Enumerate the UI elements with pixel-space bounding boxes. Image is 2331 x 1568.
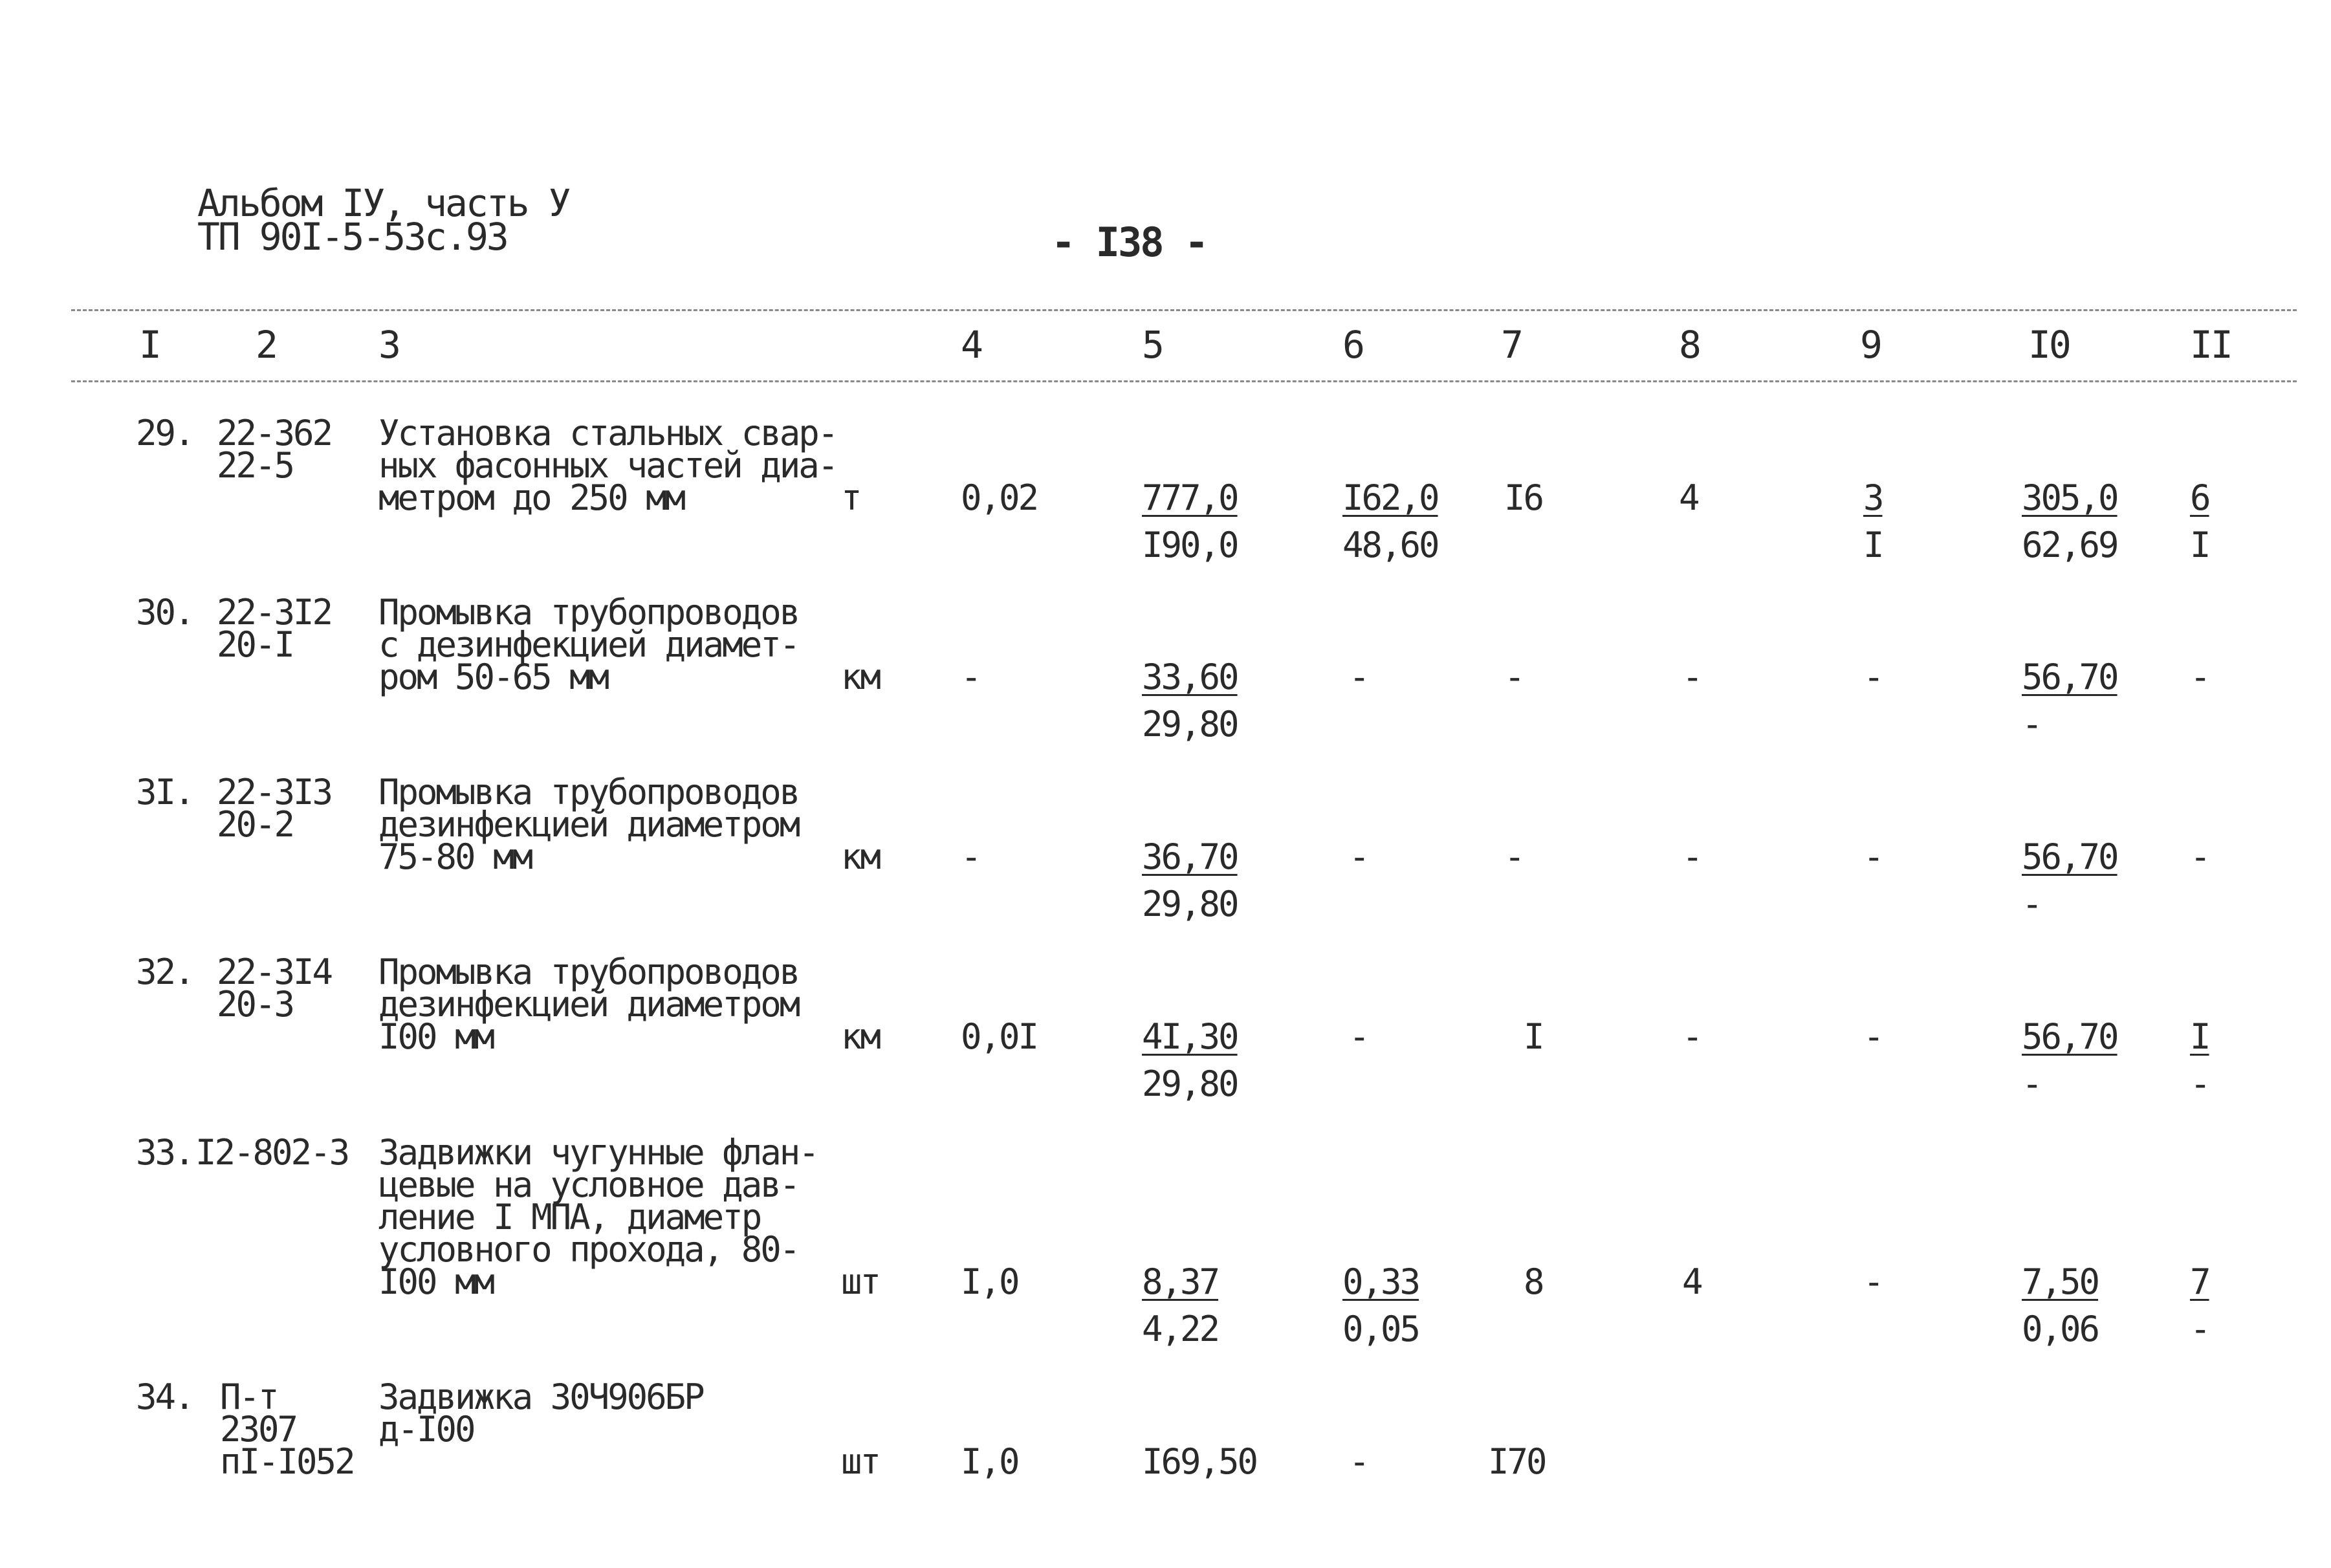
- unit-cell: км: [841, 836, 880, 877]
- code-line: 20-I: [217, 624, 294, 665]
- code-line: П-т: [220, 1377, 278, 1417]
- description-line: ром 50-65 мм: [378, 657, 608, 697]
- col11-value: -: [2190, 657, 2209, 697]
- description-line: цевые на условное дав-: [378, 1164, 799, 1205]
- col11-top: 7: [2190, 1261, 2209, 1302]
- col4-value: -: [961, 836, 980, 877]
- unit-cell: км: [841, 657, 880, 697]
- col4-value: I,0: [961, 1441, 1018, 1482]
- code-line: 22-3I2: [217, 592, 332, 633]
- unit-cell: шт: [841, 1261, 880, 1302]
- col11-bottom: -: [2190, 1063, 2209, 1104]
- row-number: 29.: [136, 413, 193, 453]
- col6-bottom: 0,05: [1342, 1309, 1419, 1349]
- code-line: 20-3: [217, 984, 294, 1025]
- row-number: 30.: [136, 592, 193, 633]
- col7-value: I: [1524, 1016, 1543, 1057]
- col6-value: -: [1349, 657, 1368, 697]
- col7-value: -: [1504, 836, 1524, 877]
- col-10-header: I0: [2028, 323, 2070, 367]
- col5-top: 4I,30: [1142, 1016, 1238, 1057]
- code-line: 2307: [220, 1409, 297, 1450]
- col5-bottom: 4,22: [1142, 1309, 1219, 1349]
- col7-value: -: [1504, 657, 1524, 697]
- col5-value: I69,50: [1142, 1441, 1257, 1482]
- description-line: Промывка трубопроводов: [378, 772, 799, 812]
- col6-value: -: [1349, 1016, 1368, 1057]
- row-number: 32.: [136, 952, 193, 992]
- header-rule: [71, 380, 2297, 382]
- col9-top: 3: [1863, 477, 1883, 518]
- col9-value: -: [1863, 1016, 1883, 1057]
- col10-bottom: -: [2022, 704, 2041, 745]
- col5-bottom: 29,80: [1142, 704, 1238, 745]
- col6-value: -: [1349, 1441, 1368, 1482]
- col4-value: -: [961, 657, 980, 697]
- description-line: I00 мм: [378, 1261, 494, 1302]
- col4-value: 0,02: [961, 477, 1038, 518]
- col10-bottom: -: [2022, 1063, 2041, 1104]
- description-line: ление I МПА, диаметр: [378, 1197, 761, 1237]
- row-number: 33.: [136, 1132, 193, 1173]
- col-7-header: 7: [1501, 323, 1522, 367]
- description-line: I00 мм: [378, 1016, 494, 1057]
- description-line: Промывка трубопроводов: [378, 952, 799, 992]
- col5-bottom: I90,0: [1142, 525, 1238, 565]
- col10-top: 56,70: [2022, 657, 2118, 697]
- col9-value: -: [1863, 657, 1883, 697]
- description-line: с дезинфекцией диамет-: [378, 624, 799, 665]
- description-line: дезинфекцией диаметром: [378, 984, 799, 1025]
- col7-value: I6: [1504, 477, 1543, 518]
- row-number: 34.: [136, 1377, 193, 1417]
- col-11-header: II: [2190, 323, 2231, 367]
- col-2-header: 2: [256, 323, 276, 367]
- code-line: 22-5: [217, 445, 294, 486]
- col-1-header: I: [139, 323, 160, 367]
- col5-top: 8,37: [1142, 1261, 1219, 1302]
- col11-top: I: [2190, 1016, 2209, 1057]
- col8-value: 4: [1682, 1261, 1702, 1302]
- col10-bottom: 62,69: [2022, 525, 2118, 565]
- col5-bottom: 29,80: [1142, 1063, 1238, 1104]
- col-8-header: 8: [1679, 323, 1700, 367]
- description-line: д-I00: [378, 1409, 474, 1450]
- code-line: I2-802-3: [195, 1132, 349, 1173]
- unit-cell: км: [841, 1016, 880, 1057]
- col11-value: -: [2190, 836, 2209, 877]
- description-line: условного прохода, 80-: [378, 1229, 799, 1270]
- col4-value: I,0: [961, 1261, 1018, 1302]
- top-rule: [71, 309, 2297, 311]
- description-line: Задвижки чугунные флан-: [378, 1132, 818, 1173]
- col10-bottom: 0,06: [2022, 1309, 2099, 1349]
- col10-top: 56,70: [2022, 1016, 2118, 1057]
- description-line: метром до 250 мм: [378, 477, 684, 518]
- unit-cell: т: [841, 477, 860, 518]
- col9-value: -: [1863, 1261, 1883, 1302]
- description-line: Задвижка 30Ч906БР: [378, 1377, 703, 1417]
- col9-bottom: I: [1863, 525, 1883, 565]
- col7-value: I70: [1488, 1441, 1546, 1482]
- col-9-header: 9: [1860, 323, 1881, 367]
- description-line: Промывка трубопроводов: [378, 592, 799, 633]
- project-code: ТП 90I-5-53с.93: [197, 215, 507, 259]
- col7-value: 8: [1524, 1261, 1543, 1302]
- description-line: 75-80 мм: [378, 836, 532, 877]
- code-line: 22-3I3: [217, 772, 332, 812]
- code-line: 22-3I4: [217, 952, 332, 992]
- unit-cell: шт: [841, 1441, 880, 1482]
- col6-top: 0,33: [1342, 1261, 1419, 1302]
- col10-bottom: -: [2022, 884, 2041, 924]
- col10-top: 305,0: [2022, 477, 2118, 518]
- col-3-header: 3: [378, 323, 399, 367]
- col5-top: 36,70: [1142, 836, 1238, 877]
- col-4-header: 4: [961, 323, 981, 367]
- description-line: ных фасонных частей диа-: [378, 445, 837, 486]
- code-line: пI-I052: [220, 1441, 354, 1482]
- col10-top: 7,50: [2022, 1261, 2099, 1302]
- col-6-header: 6: [1342, 323, 1363, 367]
- col-5-header: 5: [1142, 323, 1163, 367]
- col5-top: 777,0: [1142, 477, 1238, 518]
- col8-value: -: [1682, 657, 1702, 697]
- code-line: 22-362: [217, 413, 332, 453]
- col8-value: -: [1682, 836, 1702, 877]
- row-number: 3I.: [136, 772, 193, 812]
- col4-value: 0,0I: [961, 1016, 1038, 1057]
- col6-top: I62,0: [1342, 477, 1438, 518]
- col5-bottom: 29,80: [1142, 884, 1238, 924]
- col8-value: 4: [1679, 477, 1698, 518]
- col11-bottom: I: [2190, 525, 2209, 565]
- col6-bottom: 48,60: [1342, 525, 1438, 565]
- description-line: Установка стальных свар-: [378, 413, 837, 453]
- page-number: - I38 -: [1051, 219, 1207, 266]
- col8-value: -: [1682, 1016, 1702, 1057]
- col9-value: -: [1863, 836, 1883, 877]
- description-line: дезинфекцией диаметром: [378, 804, 799, 845]
- col6-value: -: [1349, 836, 1368, 877]
- code-line: 20-2: [217, 804, 294, 845]
- col10-top: 56,70: [2022, 836, 2118, 877]
- col11-bottom: -: [2190, 1309, 2209, 1349]
- col5-top: 33,60: [1142, 657, 1238, 697]
- col11-top: 6: [2190, 477, 2209, 518]
- album-title: Альбом IУ, часть У: [197, 181, 569, 225]
